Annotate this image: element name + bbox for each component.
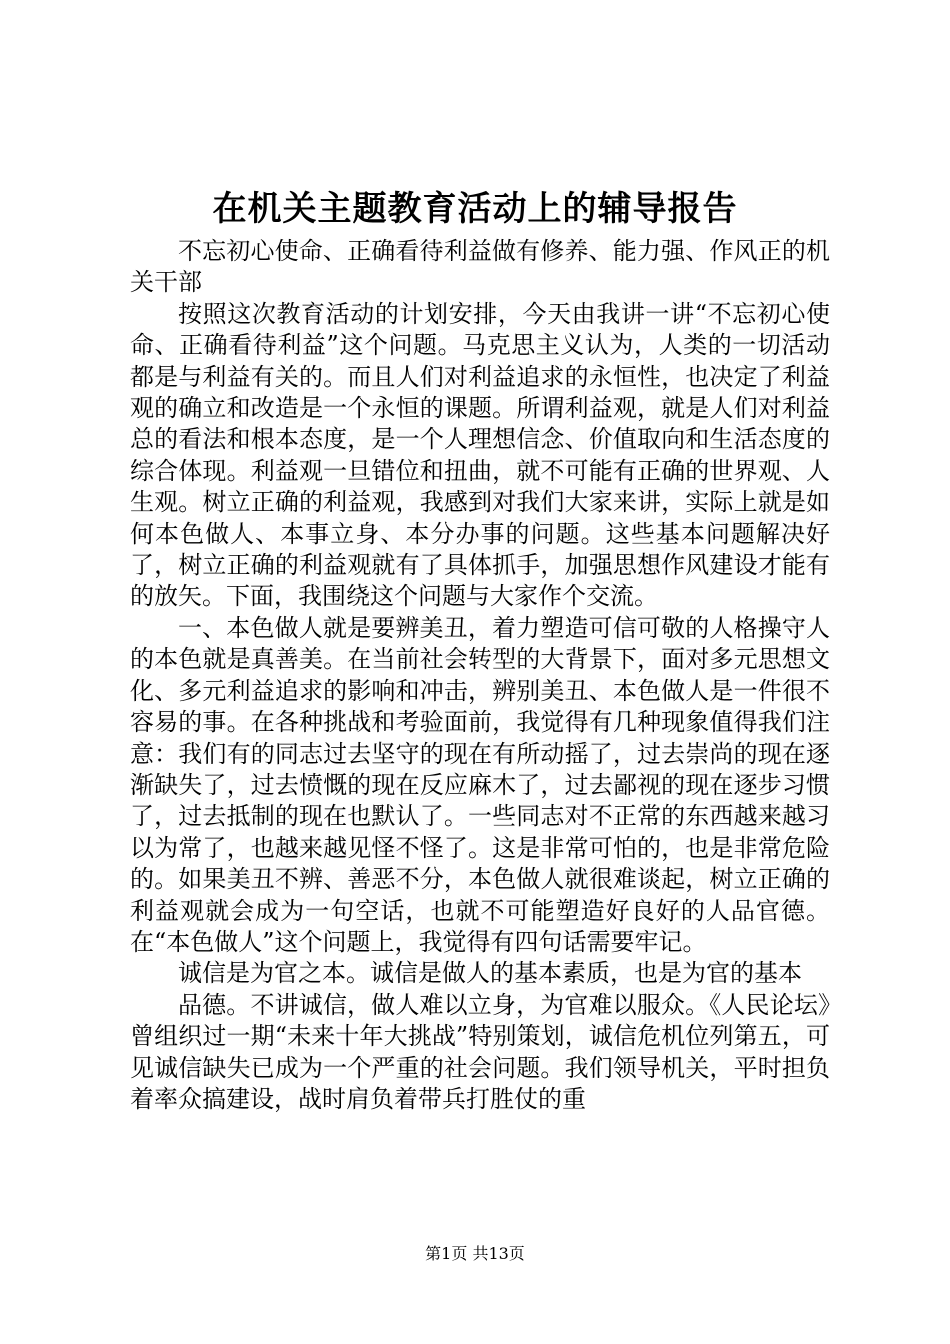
page-footer: 第1页 共13页: [425, 1244, 525, 1263]
body-paragraph: 诚信是为官之本。诚信是做人的基本素质，也是为官的基本: [178, 959, 802, 988]
body-paragraph: 品德。不讲诚信，做人难以立身，为官难以服众。《人民论坛》曾组织过一期“未来十年大挑战”特别策划，诚信危机位列第五，可见诚信缺失已成为一个严重的社会问题。我们领导机关，平时担负着率众搞建设，战时肩负着带兵打胜仗的重: [130, 990, 830, 1113]
body-paragraph: 按照这次教育活动的计划安排，今天由我讲一讲“不忘初心使命、正确看待利益”这个问题。马克思主义认为，人类的一切活动都是与利益有关的。而且人们对利益追求的永恒性，也决定了利益观的确立和改造是一个永恒的课题。所谓利益观，就是人们对利益总的看法和根本态度，是一个人理想信念、价值取向和生活态度的综合体现。利益观一旦错位和扭曲，就不可能有正确的世界观、人生观。树立正确的利益观，我感到对我们大家来讲，实际上就是如何本色做人、本事立身、本分办事的问题。这些基本问题解决好了，树立正确的利益观就有了具体抓手，加强思想作风建设才能有的放矢。下面，我围绕这个问题与大家作个交流。: [130, 299, 830, 611]
document-title: 在机关主题教育活动上的辅导报告: [212, 189, 738, 229]
document-body: [130, 236, 830, 1115]
body-paragraph: 一、本色做人就是要辨美丑，着力塑造可信可敬的人格操守人的本色就是真善美。在当前社会转型的大背景下，面对多元思想文化、多元利益追求的影响和冲击，辨别美丑、本色做人是一件很不容易的事。在各种挑战和考验面前，我觉得有几种现象值得我们注意：我们有的同志过去坚守的现在有所动摇了，过去崇尚的现在逐渐缺失了，过去愤慨的现在反应麻木了，过去鄙视的现在逐步习惯了，过去抵制的现在也默认了。一些同志对不正常的东西越来越习以为常了，也越来越见怪不怪了。这是非常可怕的，也是非常危险的。如果美丑不辨、善恶不分，本色做人就很难谈起，树立正确的利益观就会成为一句空话，也就不可能塑造好良好的人品官德。在“本色做人”这个问题上，我觉得有四句话需要牢记。: [130, 613, 830, 956]
subtitle-paragraph: 不忘初心使命、正确看待利益做有修养、能力强、作风正的机关干部: [130, 237, 830, 297]
